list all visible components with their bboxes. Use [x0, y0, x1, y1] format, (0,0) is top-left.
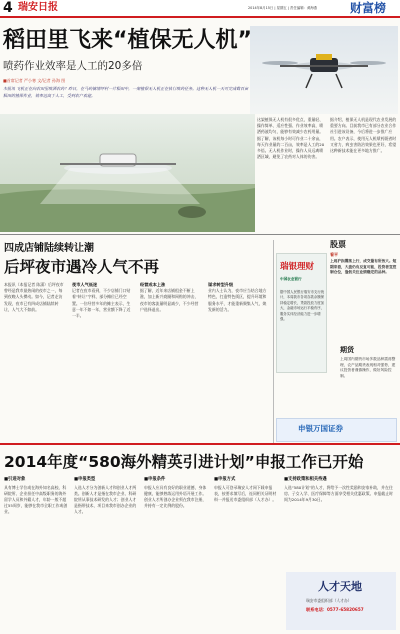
drone-icon	[250, 26, 398, 114]
ad-bank-name: 中国农业银行	[280, 277, 302, 281]
paragraph: 业内人士认为，夜市应当结合地方特色，打造特色街区，提升环境和服务水平，才能重新聚集人气，焕发新的活力。	[208, 288, 267, 312]
market-kicker: 四成店铺陆续转让潮	[4, 243, 94, 254]
story-column: 这架植保无人机有很多优点，重量轻、操作简单、适应性强、作业效率高，喷洒药液均匀，能够有效减少农药用量。据了解，该机每小时可作业二十余亩，每天作业量约二百亩，效率是人工的20多倍。无人机作业时，操作人员远离喷洒区域，避免了农药对人体的伤害。	[257, 117, 325, 160]
paragraph: 申报人可登录瑞安人才网下载申报表，按要求填写后，连同相关证明材料一并报送市委组织部（人才办）。	[214, 485, 277, 502]
talent-subtitle: 瑞安市委组织部（人才办）	[306, 598, 352, 603]
stock-commentary: 上周沪指震荡上行，成交量有所放大。短期来看，大盘仍有反复可能，投资者宜控制仓位，逢低关注业绩稳定的品种。	[330, 259, 397, 275]
stock-outlook-label: 看平	[330, 252, 338, 257]
story-column	[284, 475, 396, 570]
subheading: ■申报条件	[144, 477, 166, 482]
field-photo	[0, 114, 255, 232]
masthead-rule	[0, 16, 400, 18]
paragraph: 本报讯（本报记者 陈潇）后坪夜市曾经是我市最热闹的夜市之一，每到夜晚人头攒动。如今，记者走访发现，夜市已有四成店铺陆续转让，人气大不如前。	[4, 282, 64, 312]
story-column	[4, 475, 70, 630]
story-column	[208, 282, 270, 442]
paragraph: 入选人才分为创新人才和创业人才两类。创新人才是指在我市企业、科研院所从事技术研发的人才；创业人才是指带技术、项目来我市创办企业的人才。	[74, 485, 137, 514]
drone-photo	[250, 26, 398, 114]
paragraph: 记者在夜市看到，不少店铺门口贴着“转让”字样，部分摊位已经空置。一位经营多年的摊主表示，生意一年不如一年，营业额下降了近一半。	[72, 288, 131, 319]
market-headline: 后坪夜市遇冷人气不再	[4, 258, 160, 276]
talent-title: 人才天地	[318, 580, 362, 593]
subheading: ■支持政策和相关待遇	[284, 477, 327, 482]
subheading: 经营成本上涨	[140, 282, 166, 287]
story-column	[214, 475, 280, 630]
story-column: 据介绍，植保无人机是现代农业发展的重要方向。目前我市已有部分农业合作社引进该设备，今后将进一步推广应用。农户表示，使用无人机喷药既省时又省力，病虫害防治效果也更好，希望这种新技术能在更多地方推广。	[330, 117, 397, 154]
bank-report: 据中国人民银行瑞安市支行统计，本周我市各项存款余额保持稳定增长，贷款投放力度加大，金融市场运行平稳有序，服务实体经济能力进一步增强。	[280, 290, 325, 322]
byline: ■首席记者 严小寒 文/记者 孙海 图	[3, 78, 66, 83]
story-column	[144, 475, 210, 630]
paragraph: 据了解，近年来店铺租金不断上涨，加上新兴商圈和网购的冲击，夜市的客流量明显减少，不少经营户选择退出。	[140, 288, 199, 312]
page-number: 4	[3, 0, 13, 16]
main-subhead: 喷药作业效率是人工的20多倍	[3, 60, 143, 72]
talent-phone: 联系电话：0577-65820657	[306, 607, 364, 612]
story-column	[4, 282, 66, 442]
paragraph: 具有博士学位或在海外知名高校、科研院所、企业担任中高级职务的海外留学人员和外籍人才，年龄一般不超过55周岁，能够在我市全职工作或创业。	[4, 485, 68, 514]
paper-logo: 瑞安日报	[18, 2, 58, 13]
paragraph: 入选“580计划”的人才，将给予一次性奖励和安家补助，并在住房、子女入学、医疗保障等方面享受相关优惠政策。申报截止时间为2014年9月30日。	[284, 485, 393, 502]
story-column	[140, 282, 202, 442]
lead-paragraph: 本报讯 飞机正在向农田里喷洒农药？昨日，在马屿镇埔坪村一片稻田中，一架植保无人机正在执行喷药任务。这种无人机一天可完成数百亩稻田的植保作业，效率远高于人工，受到农户欢迎。	[3, 86, 249, 98]
field-drone-icon	[0, 114, 255, 232]
story-column	[74, 475, 140, 630]
bottom-headline: 2014年度“580海外精英引进计划”申报工作已开始	[4, 453, 364, 471]
subheading: 夜市人气低迷	[72, 282, 98, 287]
subheading: ■申报方式	[214, 477, 236, 482]
futures-commentary: 上周国内期货市场多数品种震荡整理，农产品期货表现相对强势，建议投资者谨慎操作，做好风险控制。	[340, 357, 396, 378]
section-divider	[0, 234, 400, 235]
subheading: ■引进对象	[4, 477, 26, 482]
futures-section-title: 期货	[340, 346, 354, 354]
ad-brand: 瑞银理财	[280, 262, 315, 272]
column-divider	[273, 240, 274, 443]
securities-brand: 申银万国证券	[298, 424, 343, 433]
masthead	[0, 0, 400, 16]
subheading: 谋求转型升级	[208, 282, 234, 287]
section-title: 财富榜	[350, 1, 387, 15]
stock-section-title: 股票	[330, 240, 346, 249]
subheading: ■申报类型	[74, 477, 96, 482]
section-divider	[0, 443, 400, 445]
date-line: 2014年8月15日 | 星期五 | 责任编辑：黄海燕	[248, 6, 318, 10]
paragraph: 申报人应具有良好的职业道德，身体健康，能够熟练运用外语开展工作。创业人才所创办企业须在我市注册，并持有一定比例的股份。	[144, 485, 207, 508]
main-headline: 稻田里飞来“植保无人机”	[3, 28, 252, 53]
story-column	[72, 282, 134, 442]
